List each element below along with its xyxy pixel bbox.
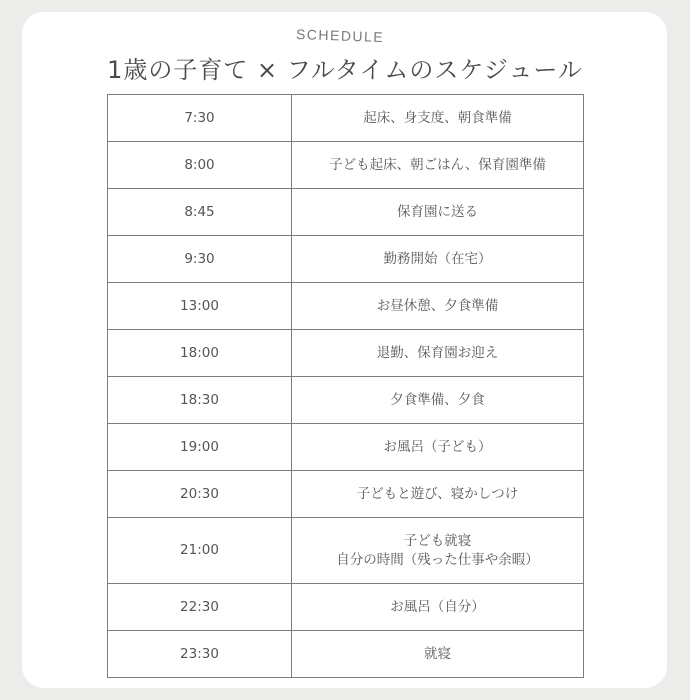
activity-line: 自分の時間（残った仕事や余暇） [336,551,539,568]
schedule-row [108,424,584,471]
schedule-table-body [108,95,584,678]
schedule-row [108,283,584,330]
schedule-row [108,518,584,584]
schedule-row [108,189,584,236]
schedule-time: 23:30 [108,631,292,678]
schedule-time: 7:30 [108,95,292,142]
activity-line: 子どもと遊び、寝かしつけ [356,485,519,502]
schedule-time: 18:00 [108,330,292,377]
activity-line: 就寝 [424,645,451,662]
activity-line: お昼休憩、夕食準備 [376,297,499,314]
schedule-activity [292,283,584,330]
activity-line: 勤務開始（在宅） [383,250,492,267]
schedule-activity [292,236,584,283]
activity-line: 夕食準備、夕食 [390,391,485,408]
activity-line: 退勤、保育園お迎え [376,344,499,361]
schedule-time: 8:00 [108,142,292,189]
schedule-row [108,95,584,142]
activity-line: 子ども就寝 [403,532,472,549]
schedule-activity [292,95,584,142]
schedule-time: 18:30 [108,377,292,424]
schedule-row [108,584,584,631]
schedule-activity [292,330,584,377]
page-title: 1歳の子育て × フルタイムのスケジュール [107,56,583,84]
schedule-row [108,377,584,424]
schedule-row [108,142,584,189]
schedule-row [108,330,584,377]
activity-line: 保育園に送る [397,203,478,220]
schedule-activity [292,471,584,518]
schedule-activity [292,189,584,236]
schedule-activity [292,518,584,584]
activity-line: お風呂（自分） [390,598,485,615]
schedule-eyebrow: SCHEDULE [295,26,385,46]
schedule-activity [292,584,584,631]
schedule-time: 13:00 [108,283,292,330]
activity-line: 起床、身支度、朝食準備 [363,109,512,126]
schedule-time: 19:00 [108,424,292,471]
schedule-row [108,631,584,678]
activity-line: お風呂（子ども） [383,438,492,455]
activity-line: 子ども起床、朝ごはん、保育園準備 [329,156,546,173]
schedule-time: 8:45 [108,189,292,236]
schedule-activity [292,142,584,189]
schedule-activity [292,377,584,424]
schedule-time: 9:30 [108,236,292,283]
schedule-row [108,236,584,283]
schedule-time: 21:00 [108,518,292,584]
schedule-table [107,94,584,678]
schedule-activity [292,424,584,471]
schedule-time: 20:30 [108,471,292,518]
schedule-row [108,471,584,518]
schedule-time: 22:30 [108,584,292,631]
schedule-activity [292,631,584,678]
